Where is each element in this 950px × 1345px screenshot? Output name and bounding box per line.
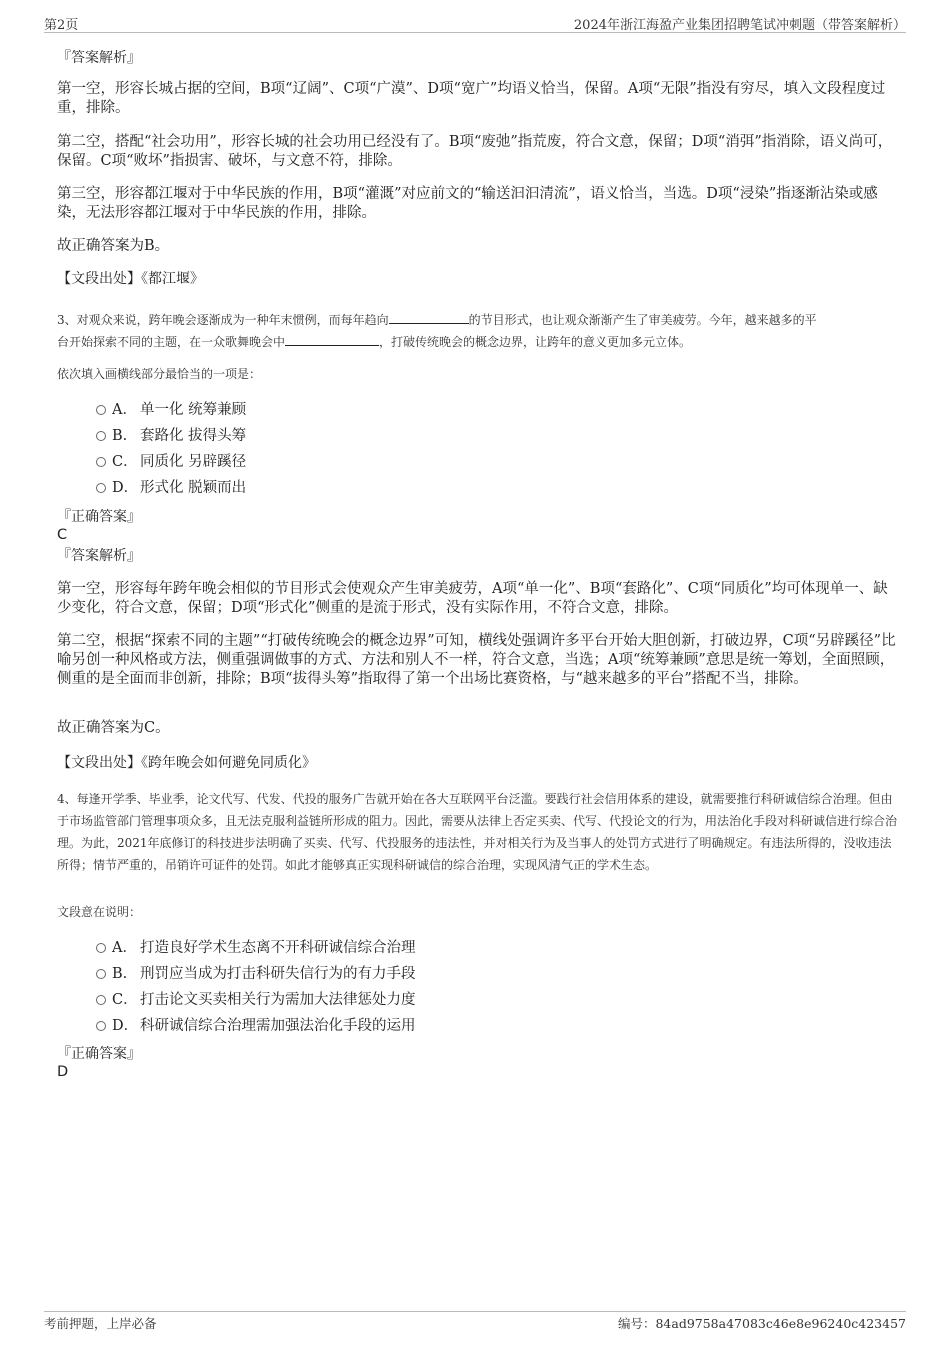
document-title: 2024年浙江海盈产业集团招聘笔试冲刺题（带答案解析） [573, 18, 906, 33]
q3-option-b[interactable] [96, 426, 246, 446]
option-key: A． [112, 940, 137, 956]
q3-stem-part-d: ，打破传统晚会的概念边界，让跨年的意义更加多元立体。 [379, 335, 692, 349]
q4-option-a[interactable] [96, 938, 416, 958]
q3-analysis-label: 『答案解析』 [57, 548, 141, 564]
option-text: 单一化 统筹兼顾 [140, 402, 247, 418]
q3-stem-part-b: 的节目形式，也让观众渐渐产生了审美疲劳。今年，越来越多的平 [468, 313, 817, 327]
option-text: 打击论文买卖相关行为需加大法律惩处力度 [140, 992, 416, 1008]
option-key: D． [112, 480, 139, 496]
q3-blank-2 [285, 333, 379, 346]
radio-icon[interactable] [96, 995, 106, 1005]
option-key: B. [112, 428, 128, 444]
q3-option-c[interactable] [96, 452, 246, 472]
q2-analysis-p1: 第一空，形容长城占据的空间，B项“辽阔”、C项“广漠”、D项“宽广”均语义恰当，保留。A项“无限”指没有穷尽，填入文段程度过重，排除。 [57, 81, 886, 116]
document-id: 编号：84ad9758a47083c46e8e96240c423457 [617, 1316, 906, 1331]
footer-slogan: 考前押题，上岸必备 [44, 1316, 157, 1331]
q4-answer: D [57, 1064, 69, 1080]
page-footer [44, 1314, 906, 1334]
q2-analysis-p3: 第三空，形容都江堰对于中华民族的作用，B项“灌溉”对应前文的“输送汩汩清流”，语义恰当，当选。D项“浸染”指逐渐沾染或感染，无法形容都江堰对于中华民族的作用，排除。 [57, 186, 878, 221]
q3-option-d[interactable] [96, 478, 246, 498]
q4-option-d[interactable] [96, 1016, 416, 1036]
radio-icon[interactable] [96, 431, 106, 441]
option-text: 套路化 拔得头筹 [140, 428, 247, 444]
q4-stem: 4、每逢开学季、毕业季，论文代写、代发、代投的服务广告就开始在各大互联网平台泛滥。要践行社会信用体系的建设，就需要推行科研诚信综合治理。但由于市场监管部门管理事项众多，且无法克服利益链所形成的阻力。因此，需要从法律上否定买卖、代写、代投论文的行为，用法治化手段对科研诚信进行综合治理。为此，2021年底修订的科技进步法明确了买卖、代写、代投服务的违法性，并对相关行为及当事人的处罚方式进行了明确规定。有违法所得的，没收违法所得；情节严重的，吊销许可证件的处罚。如此才能够真正实现科研诚信的综合治理，实现风清气正的学术生态。 [57, 792, 898, 872]
q3-analysis-p1: 第一空，形容每年跨年晚会相似的节目形式会使观众产生审美疲劳，A项“单一化”、B项“套路化”、C项“同质化”均可体现单一、缺少变化，符合文意，保留；D项“形式化”侧重的是流于形式，没有实际作用，不符合文意，排除。 [57, 581, 888, 616]
page-header [44, 14, 906, 34]
q3-answer-label: 『正确答案』 [57, 509, 141, 525]
footer-divider [44, 1311, 906, 1312]
q3-conclusion: 故正确答案为C。 [57, 720, 170, 736]
q3-blank-1 [389, 311, 469, 324]
q2-source: 【文段出处】《都江堰》 [57, 271, 204, 287]
q4-prompt: 文段意在说明： [57, 905, 142, 919]
q2-conclusion: 故正确答案为B。 [57, 238, 170, 254]
q4-option-c[interactable] [96, 990, 416, 1010]
q4-answer-label: 『正确答案』 [57, 1046, 141, 1062]
option-text: 同质化 另辟蹊径 [140, 454, 247, 470]
option-key: A． [112, 402, 137, 418]
q3-stem [57, 309, 899, 353]
radio-icon[interactable] [96, 969, 106, 979]
q2-analysis-label: 『答案解析』 [57, 50, 141, 66]
radio-icon[interactable] [96, 1021, 106, 1031]
option-text: 刑罚应当成为打击科研失信行为的有力手段 [140, 966, 416, 982]
q3-option-a[interactable] [96, 400, 246, 420]
option-key: D． [112, 1018, 139, 1034]
page-number: 第2页 [44, 18, 79, 33]
option-text: 打造良好学术生态离不开科研诚信综合治理 [140, 940, 416, 956]
option-text: 形式化 脱颖而出 [140, 480, 247, 496]
option-key: C． [112, 454, 138, 470]
q4-option-b[interactable] [96, 964, 416, 984]
q2-analysis-p2: 第二空，搭配“社会功用”，形容长城的社会功用已经没有了。B项“废弛”指荒废，符合文意，保留；D项“消弭”指消除，语义尚可，保留。C项“败坏”指损害、破坏，与文意不符，排除。 [57, 134, 893, 169]
q3-prompt: 依次填入画横线部分最恰当的一项是： [57, 367, 262, 381]
radio-icon[interactable] [96, 405, 106, 415]
radio-icon[interactable] [96, 483, 106, 493]
q3-stem-part-a: 3、对观众来说，跨年晚会逐渐成为一种年末惯例，而每年趋向 [57, 313, 389, 327]
q3-stem-part-c: 台开始探索不同的主题，在一众歌舞晚会中 [57, 335, 286, 349]
option-text: 科研诚信综合治理需加强法治化手段的运用 [140, 1018, 416, 1034]
header-divider [44, 32, 906, 33]
radio-icon[interactable] [96, 457, 106, 467]
q3-analysis-p2: 第二空，根据“探索不同的主题”“打破传统晚会的概念边界”可知，横线处强调许多平台开始大胆创新，打破边界，C项“另辟蹊径”比喻另创一种风格或方法，侧重强调做事的方式、方法和别人不一样，符合文意，当选；A项“统筹兼顾”意思是统一筹划，全面照顾，侧重的是全面而非创新，排除；B项“拔得头筹”指取得了第一个出场比赛资格，与“越来越多的平台”搭配不当，排除。 [57, 633, 896, 687]
radio-icon[interactable] [96, 943, 106, 953]
q3-answer: C [57, 527, 68, 543]
option-key: B. [112, 966, 128, 982]
option-key: C． [112, 992, 138, 1008]
q3-source: 【文段出处】《跨年晚会如何避免同质化》 [57, 755, 316, 771]
